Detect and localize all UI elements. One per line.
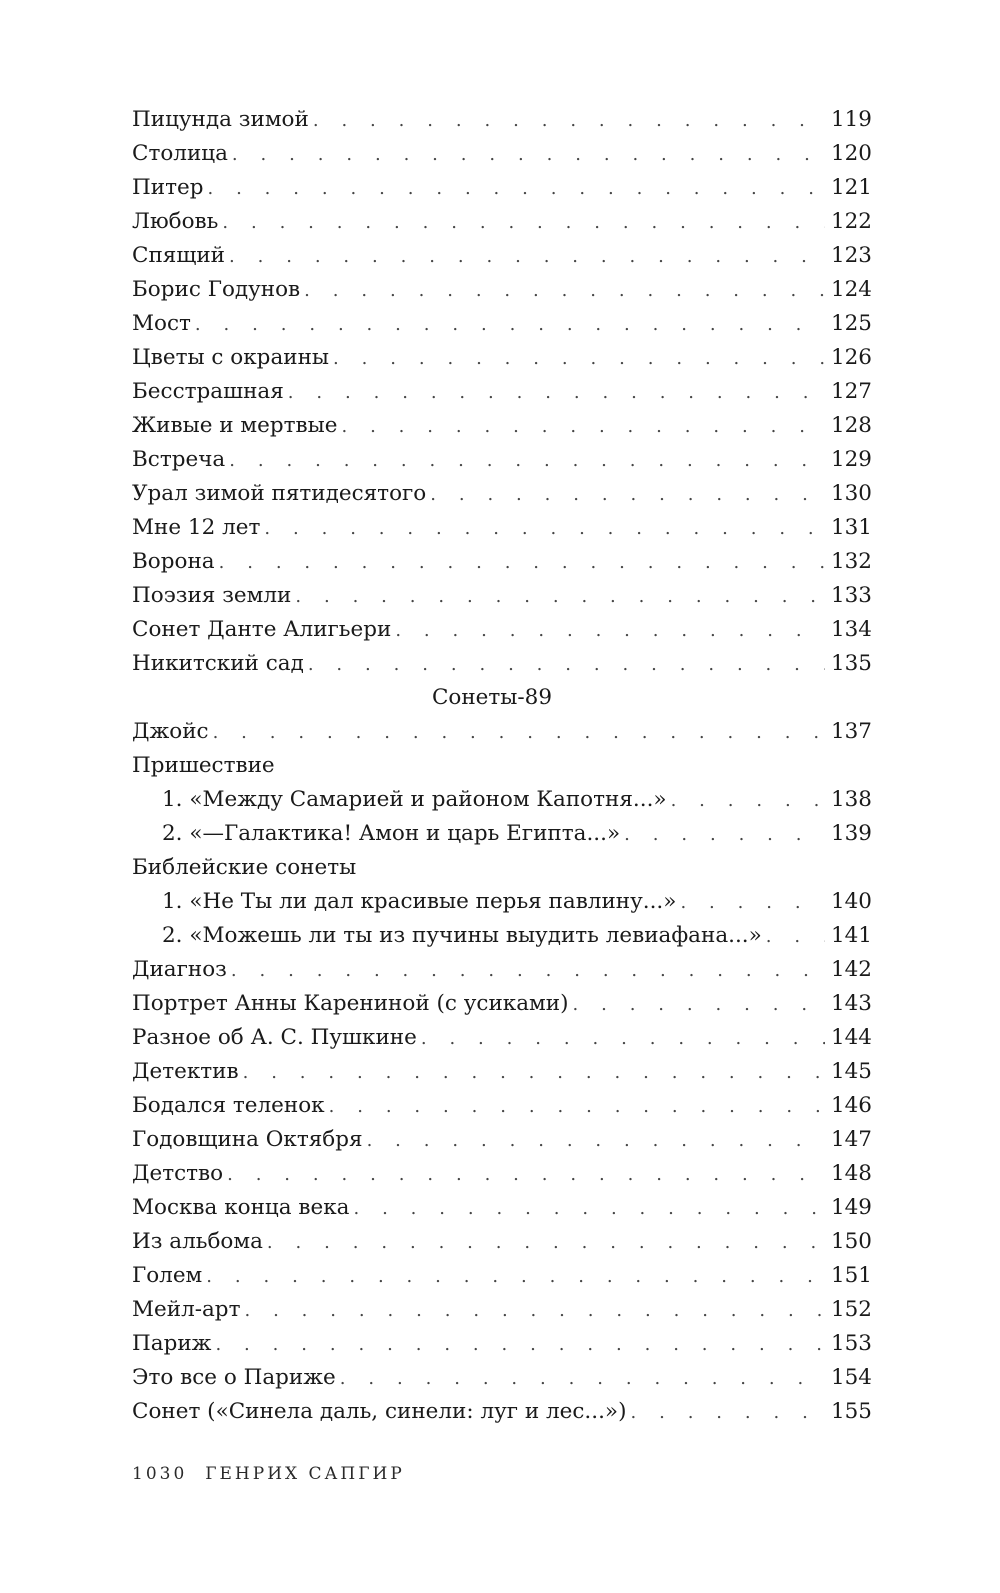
toc-entry xyxy=(132,239,872,273)
toc-entry xyxy=(132,511,872,545)
entry-page: 137 xyxy=(830,719,872,744)
dot-leader xyxy=(341,410,824,444)
toc-entry xyxy=(132,443,872,477)
dot-leader xyxy=(213,716,825,750)
entry-page: 121 xyxy=(830,175,872,200)
entry-page: 152 xyxy=(830,1297,872,1322)
entry-title: Сонет («Синела даль, синели: луг и лес...») xyxy=(132,1399,627,1424)
entry-page: 140 xyxy=(830,889,872,914)
toc-entry xyxy=(132,1191,872,1225)
entry-title: Столица xyxy=(132,141,228,166)
dot-leader xyxy=(308,648,825,682)
dot-leader xyxy=(353,1192,824,1226)
entry-title: Встреча xyxy=(132,447,226,472)
dot-leader xyxy=(295,580,825,614)
dot-leader xyxy=(680,886,825,920)
toc-entry xyxy=(132,953,872,987)
toc-entry xyxy=(132,613,872,647)
entry-title: Сонет Данте Алигьери xyxy=(132,617,392,642)
dot-leader xyxy=(243,1056,825,1090)
entry-title: 1. «Между Самарией и районом Капотня...» xyxy=(162,787,667,812)
dot-leader xyxy=(267,1226,825,1260)
dot-leader xyxy=(430,478,825,512)
dot-leader xyxy=(264,512,825,546)
dot-leader xyxy=(766,920,825,954)
entry-page: 123 xyxy=(830,243,872,268)
dot-leader xyxy=(244,1294,824,1328)
entry-title: Пицунда зимой xyxy=(132,107,309,132)
toc-entry xyxy=(132,409,872,443)
entry-page: 129 xyxy=(830,447,872,472)
toc-entry xyxy=(132,307,872,341)
entry-page: 148 xyxy=(830,1161,872,1186)
toc-entry xyxy=(132,273,872,307)
entry-page: 139 xyxy=(830,821,872,846)
entry-page: 132 xyxy=(830,549,872,574)
toc-entry xyxy=(132,579,872,613)
entry-page: 153 xyxy=(830,1331,872,1356)
entry-page: 144 xyxy=(830,1025,872,1050)
entry-page: 119 xyxy=(830,107,872,132)
toc-subentry xyxy=(132,919,872,953)
entry-page: 154 xyxy=(830,1365,872,1390)
entry-page: 151 xyxy=(830,1263,872,1288)
toc-entry xyxy=(132,1293,872,1327)
entry-page: 147 xyxy=(830,1127,872,1152)
dot-leader xyxy=(229,240,825,274)
dot-leader xyxy=(624,818,825,852)
toc-entry xyxy=(132,1123,872,1157)
entry-title: 1. «Не Ты ли дал красивые перья павлину...» xyxy=(162,889,677,914)
entry-title: Годовщина Октября xyxy=(132,1127,363,1152)
toc-entry xyxy=(132,477,872,511)
dot-leader xyxy=(572,988,824,1022)
entry-page: 142 xyxy=(830,957,872,982)
dot-leader xyxy=(395,614,825,648)
entry-title: Мост xyxy=(132,311,191,336)
entry-title: Париж xyxy=(132,1331,212,1356)
entry-title: Москва конца века xyxy=(132,1195,350,1220)
toc-entry xyxy=(132,715,872,749)
entry-title: Поэзия земли xyxy=(132,583,292,608)
dot-leader xyxy=(222,206,825,240)
dot-leader xyxy=(219,546,825,580)
dot-leader xyxy=(231,954,825,988)
dot-leader xyxy=(421,1022,825,1056)
dot-leader xyxy=(671,784,825,818)
entry-title: Разное об А. С. Пушкине xyxy=(132,1025,417,1050)
entry-page: 143 xyxy=(830,991,872,1016)
entry-title: Питер xyxy=(132,175,204,200)
toc-entry xyxy=(132,1327,872,1361)
dot-leader xyxy=(313,104,825,138)
entry-title: Детство xyxy=(132,1161,224,1186)
toc-entry xyxy=(132,375,872,409)
entry-title: Мейл-арт xyxy=(132,1297,241,1322)
toc-entry xyxy=(132,545,872,579)
entry-title: Ворона xyxy=(132,549,215,574)
entry-page: 120 xyxy=(830,141,872,166)
entry-title: Бесстрашная xyxy=(132,379,284,404)
dot-leader xyxy=(288,376,825,410)
entry-title: Детектив xyxy=(132,1059,239,1084)
entry-page: 141 xyxy=(830,923,872,948)
entry-title: Бодался теленок xyxy=(132,1093,325,1118)
toc-entry xyxy=(132,205,872,239)
toc-entry xyxy=(132,1225,872,1259)
entry-title: Мне 12 лет xyxy=(132,515,261,540)
section-heading: Сонеты-89 xyxy=(431,685,553,710)
group-title: Библейские сонеты xyxy=(132,855,357,880)
entry-page: 146 xyxy=(830,1093,872,1118)
entry-page: 127 xyxy=(830,379,872,404)
toc-subentry xyxy=(132,885,872,919)
dot-leader xyxy=(195,308,825,342)
toc-entry xyxy=(132,1021,872,1055)
entry-page: 130 xyxy=(830,481,872,506)
toc-entry xyxy=(132,1055,872,1089)
page-footer xyxy=(132,1464,405,1484)
toc-group-title xyxy=(132,749,872,783)
running-head: ГЕНРИХ САПГИР xyxy=(205,1464,405,1484)
dot-leader xyxy=(340,1362,825,1396)
entry-title: Голем xyxy=(132,1263,203,1288)
toc-entry xyxy=(132,1361,872,1395)
entry-title: Урал зимой пятидесятого xyxy=(132,481,427,506)
entry-title: Живые и мертвые xyxy=(132,413,338,438)
toc-entry xyxy=(132,1395,872,1429)
toc-entry xyxy=(132,341,872,375)
dot-leader xyxy=(229,444,825,478)
entry-page: 131 xyxy=(830,515,872,540)
entry-title: Борис Годунов xyxy=(132,277,301,302)
page-number: 1030 xyxy=(132,1464,188,1484)
toc-entry xyxy=(132,171,872,205)
group-title: Пришествие xyxy=(132,753,275,778)
toc-subentry xyxy=(132,783,872,817)
entry-title: Любовь xyxy=(132,209,219,234)
entry-title: Джойс xyxy=(132,719,209,744)
toc-entry xyxy=(132,1089,872,1123)
toc-subentry xyxy=(132,817,872,851)
entry-page: 126 xyxy=(830,345,872,370)
dot-leader xyxy=(329,1090,825,1124)
toc-entry xyxy=(132,987,872,1021)
entry-page: 122 xyxy=(830,209,872,234)
dot-leader xyxy=(630,1396,824,1430)
toc-group-title xyxy=(132,851,872,885)
dot-leader xyxy=(215,1328,825,1362)
entry-title: 2. «—Галактика! Амон и царь Египта...» xyxy=(162,821,621,846)
toc-entry xyxy=(132,1157,872,1191)
dot-leader xyxy=(333,342,825,376)
dot-leader xyxy=(367,1124,825,1158)
dot-leader xyxy=(232,138,825,172)
dot-leader xyxy=(304,274,825,308)
entry-title: Портрет Анны Карениной (с усиками) xyxy=(132,991,569,1016)
entry-page: 149 xyxy=(830,1195,872,1220)
entry-title: Цветы с окраины xyxy=(132,345,330,370)
toc-entry xyxy=(132,1259,872,1293)
entry-title: Спящий xyxy=(132,243,225,268)
entry-page: 155 xyxy=(830,1399,872,1424)
entry-title: 2. «Можешь ли ты из пучины выудить левиафана...» xyxy=(162,923,762,948)
entry-page: 145 xyxy=(830,1059,872,1084)
toc-entry xyxy=(132,103,872,137)
entry-title: Никитский сад xyxy=(132,651,304,676)
entry-page: 138 xyxy=(830,787,872,812)
toc-entry xyxy=(132,137,872,171)
entry-title: Из альбома xyxy=(132,1229,263,1254)
dot-leader xyxy=(207,172,824,206)
entry-page: 125 xyxy=(830,311,872,336)
entry-page: 150 xyxy=(830,1229,872,1254)
entry-title: Диагноз xyxy=(132,957,227,982)
entry-page: 134 xyxy=(830,617,872,642)
entry-title: Это все о Париже xyxy=(132,1365,336,1390)
toc-entry xyxy=(132,647,872,681)
entry-page: 133 xyxy=(830,583,872,608)
entry-page: 128 xyxy=(830,413,872,438)
entry-page: 124 xyxy=(830,277,872,302)
entry-page: 135 xyxy=(830,651,872,676)
dot-leader xyxy=(206,1260,825,1294)
dot-leader xyxy=(227,1158,825,1192)
table-of-contents xyxy=(132,103,872,1429)
